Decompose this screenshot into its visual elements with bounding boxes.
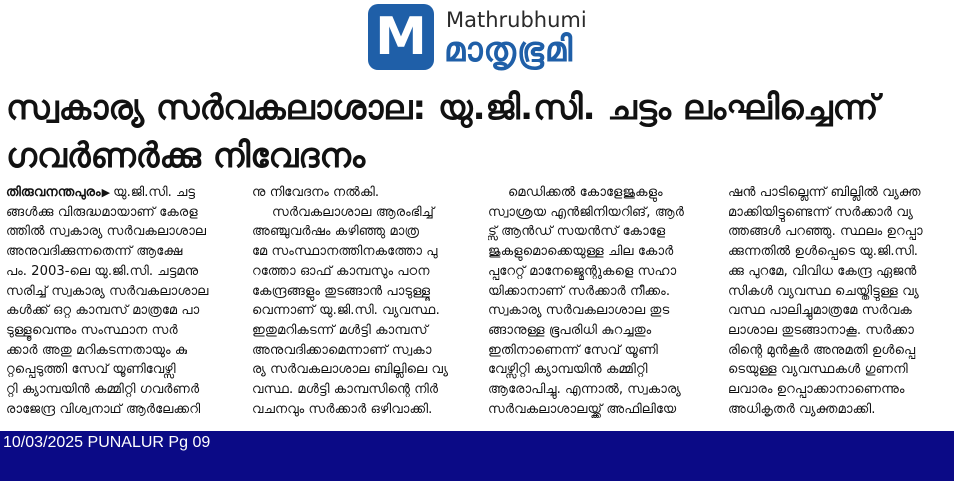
article-column-2 xyxy=(252,183,480,423)
article-line: മാക്കിയിട്ടുണ്ടെന്ന് സർക്കാർ വ്യ xyxy=(728,204,913,220)
article-body xyxy=(6,183,950,423)
article-column-3 xyxy=(488,183,716,423)
article-line: വേഴ്സിറ്റി ക്യാമ്പയിൻ കമ്മിറ്റി xyxy=(488,362,648,378)
edition-label: 10/03/2025 PUNALUR Pg 09 xyxy=(3,434,211,451)
article-line: സ്വാശ്രയ എൻജിനിയറിങ്, ആർ xyxy=(488,204,684,220)
article-line: സികൾ വ്യവസ്ഥ ചെയ്തിട്ടുള്ള വ്യ xyxy=(728,283,919,299)
article-column-1 xyxy=(6,183,234,423)
masthead xyxy=(0,0,954,78)
dateline-line xyxy=(6,183,234,203)
arrow-right-icon: ▶ xyxy=(101,186,111,199)
article-line: സ്വകാര്യ സർവകലാശാല തുട xyxy=(488,303,670,319)
article-line: വെന്നാണ് യു.ജി.സി. വ്യവസ്ഥ. xyxy=(252,303,440,319)
article-line: ജുകളുമൊക്കെയുള്ള ചില കോർ xyxy=(488,244,674,260)
article-line: യിക്കാനാണ് സർക്കാർ നീക്കം. xyxy=(488,283,671,299)
article-line: ഇതിനാണെന്ന് സേവ് യൂണി xyxy=(488,342,658,358)
article-line: ങ്ങാനുള്ള ഭൂപരിധി കുറച്ചതും xyxy=(488,322,652,338)
article-line: പ്പറേറ്റ് മാനേജ്മെന്റുകളെ സഹാ xyxy=(488,263,677,279)
article-line: മേ സംസ്ഥാനത്തിനകത്തോ പു xyxy=(252,244,438,260)
article-line: റ്റി ക്യാമ്പയിൻ കമ്മിറ്റി ഗവർണർ xyxy=(6,382,200,398)
article-line: ഇതുമറികടന്ന് മൾട്ടി കാമ്പസ് xyxy=(252,322,428,338)
article-line: റത്തോ ഓഫ് കാമ്പസും പഠന xyxy=(252,263,430,279)
article-line: ലവാരം ഉറപ്പാക്കാനാണെന്നും xyxy=(728,382,905,398)
article-line: വസ്ഥ പാലിച്ചുമാത്രമേ സർവക xyxy=(728,303,913,319)
article-line: ആരോപിച്ചു. എന്നാൽ, സ്വകാര്യ xyxy=(488,382,681,398)
article-line: ടെയുള്ള വ്യവസ്ഥകൾ ഗുണനി xyxy=(728,362,908,378)
brand-name-english: Mathrubhumi xyxy=(446,8,587,32)
article-line: ട്സ് ആൻഡ് സയൻസ് കോളേ xyxy=(488,224,666,240)
article-line: അനുവദിക്കാമെന്നാണ് സ്വകാ xyxy=(252,342,432,358)
article-line: ര്യ സർവകലാശാല ബില്ലിലെ വ്യ xyxy=(252,362,449,378)
article-line: ത്തിൽ സ്വകാര്യ സർവകലാശാല xyxy=(6,224,207,240)
headline: സ്വകാര്യ സർവകലാശാല: യു.ജി.സി. ചട്ടം ലംഘിച്ചെന്ന് ഗവർണർക്കു നിവേദനം xyxy=(6,88,879,176)
article-line: ങ്ങൾക്കു വിരുദ്ധമായാണ് കേരള xyxy=(6,204,198,220)
article-line: സരിച്ച് സ്വകാര്യ സർവകലാശാല xyxy=(6,283,209,299)
mathrubhumi-logo xyxy=(368,4,434,70)
article-line: രാജേന്ദ്ര വിശ്വനാഥ് ആർലേക്കറി xyxy=(6,401,201,417)
article-line: അധികൃതർ വ്യക്തമാക്കി. xyxy=(728,401,876,417)
article-line: പം. 2003-ലെ യു.ജി.സി. ചട്ടമനു xyxy=(6,263,199,279)
article-line: ലാശാല തുടങ്ങാനാകൂ. സർക്കാ xyxy=(728,322,914,338)
article-line: ടുള്ളൂവെന്നും സംസ്ഥാന സർ xyxy=(6,322,178,338)
article-line: ക്കാർ അതു മറികടന്നതായും കു xyxy=(6,342,188,358)
article-line: സർവകലാശാല ആരംഭിച്ച് xyxy=(272,204,435,220)
article-line: അഞ്ചുവർഷം കഴിഞ്ഞു മാത്ര xyxy=(252,224,420,240)
article-line: വചനവും സർക്കാർ ഒഴിവാക്കി. xyxy=(252,401,433,417)
article-line: ഷൻ പാടില്ലെന്ന് ബില്ലിൽ വ്യക്ത xyxy=(728,185,921,200)
article-line: കേന്ദ്രങ്ങളും തുടങ്ങാൻ പാടുള്ളൂ xyxy=(252,283,431,299)
article-line: നു നിവേദനം നൽകി. xyxy=(252,185,380,200)
article-line: രിന്റെ മുൻകൂർ അനുമതി ഉൾപ്പെ xyxy=(728,342,916,358)
logo-letter: M xyxy=(375,7,427,67)
article-line: യു.ജി.സി. ചട്ട xyxy=(113,185,196,200)
article-line: വസ്ഥ. മൾട്ടി കാമ്പസിന്റെ നിർ xyxy=(252,382,439,398)
brand-name-malayalam: മാതൃഭൂമി xyxy=(444,30,574,70)
article-line: മെഡിക്കൽ കോളേജുകളും xyxy=(508,185,663,200)
article-line: ത്തങ്ങൾ പറഞ്ഞു. സ്ഥലം ഉറപ്പാ xyxy=(728,224,923,240)
article-line: റ്റപ്പെടുത്തി സേവ് യൂണിവേഴ്സി xyxy=(6,362,176,378)
article-column-4 xyxy=(728,183,954,423)
dateline: തിരുവനന്തപുരം xyxy=(6,185,101,200)
article-line: കൾക്ക് ഒറ്റ കാമ്പസ് മാത്രമേ പാ xyxy=(6,303,200,319)
article-line: ക്കുന്നതിൽ ഉൾപ്പെടെ യു.ജി.സി. xyxy=(728,244,918,260)
article-line: ക്കു പുറമേ, വിവിധ കേന്ദ്ര ഏജൻ xyxy=(728,263,917,279)
article-line: അനുവദിക്കുന്നതെന്ന് ആക്ഷേ xyxy=(6,244,183,260)
article-line: സർവകലാശാലയ്ക്ക് അഫിലിയേ xyxy=(488,401,677,417)
